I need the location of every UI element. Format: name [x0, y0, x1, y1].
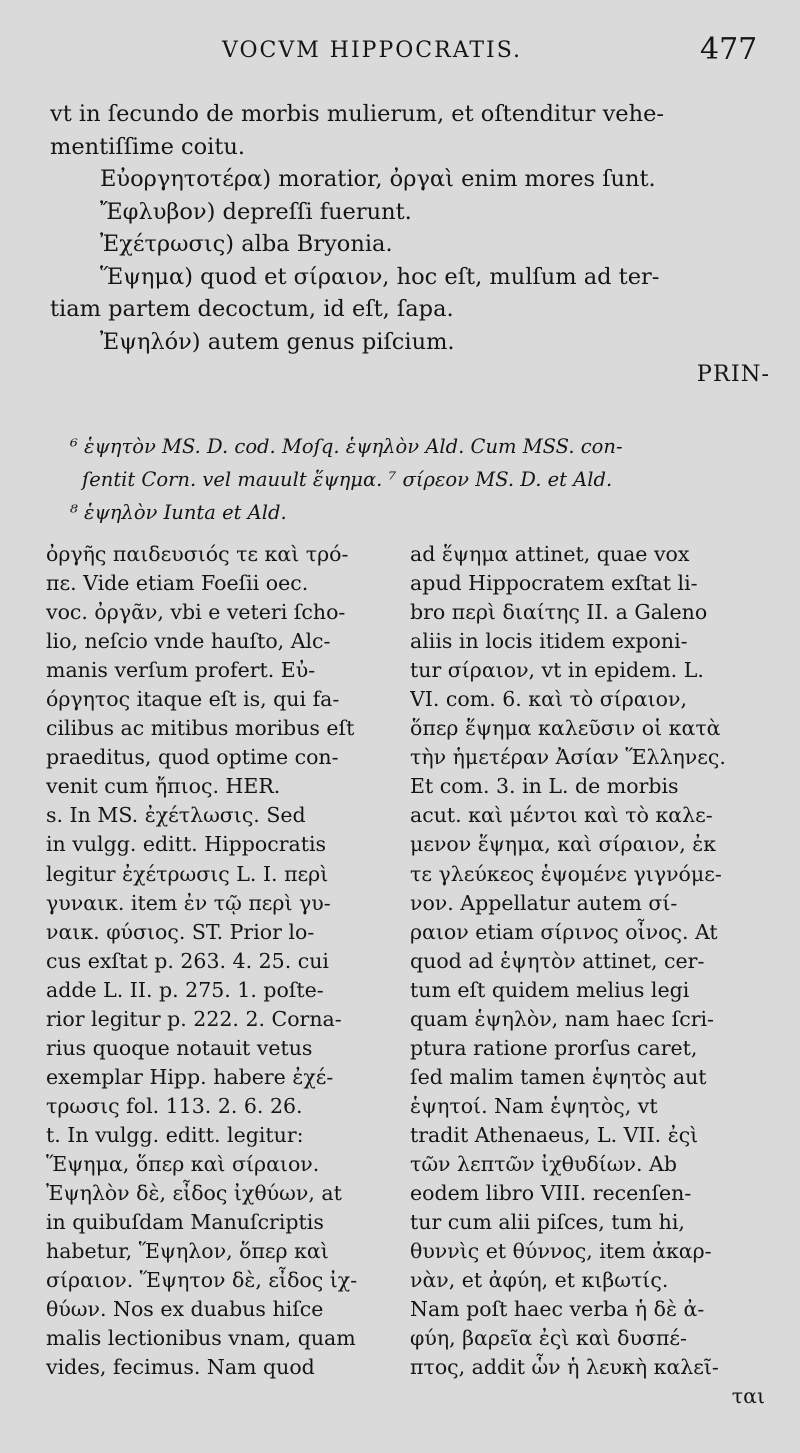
commentary-line: s. In MS. ἐχέτλωσις. Sed [46, 803, 306, 828]
commentary-left-column [46, 540, 391, 1382]
commentary-line: πε. Vide etiam Foeſii oec. [46, 571, 309, 596]
main-line: Εὐοργητοτέρα) moratior, ὀργαὶ enim mores ſunt. [100, 166, 656, 192]
commentary-line: tur cum alii piſces, tum hi, [410, 1210, 685, 1235]
commentary-line: exemplar Hipp. habere ἐχέ- [46, 1064, 334, 1089]
commentary-line: τρωσις fol. 113. 2. 6. 26. [46, 1093, 303, 1118]
commentary-line: apud Hippocratem exſtat li- [410, 571, 698, 596]
commentary-line: νον. Appellatur autem σί- [410, 890, 678, 915]
commentary-line: adde L. II. p. 275. 1. poſte- [46, 977, 324, 1002]
footnote-line: ſentit Corn. vel mauult ἕψημα. ⁷ σίρεον MS. D. et Ald. [82, 468, 613, 491]
commentary-line: cus exſtat p. 263. 4. 25. cui [46, 948, 329, 973]
commentary-line: ad ἕψημα attinet, quae vox [410, 542, 690, 566]
main-text-block [50, 98, 770, 391]
commentary-line: πτος, addit ὧν ἡ λευκὴ καλεῖ- [410, 1355, 719, 1380]
main-line: Ἐψηλόν) autem genus piſcium. [100, 328, 455, 355]
commentary-line: in vulgg. editt. Hippocratis [46, 832, 327, 857]
commentary-line: in quibuſdam Manuſcriptis [46, 1210, 324, 1235]
commentary-line: legitur ἐχέτρωσις L. I. περὶ [46, 861, 329, 886]
footnote-line: ⁸ ἑψηλὸν Iunta et Ald. [70, 501, 287, 524]
commentary-line: rius quoque notauit vetus [46, 1035, 313, 1060]
commentary-line: ὀργῆς παιδευσιός τε καὶ τρό- [46, 542, 349, 566]
commentary-line: quod ad ἑψητὸν attinet, cer- [410, 948, 705, 973]
commentary-line: tum eſt quidem melius legi [410, 977, 690, 1002]
footnote-line: ⁶ ἑψητὸν MS. D. cod. Moſq. ἑψηλὸν Ald. Cum MSS. con- [70, 435, 623, 458]
commentary-line: ſed malim tamen ἑψητὸς aut [410, 1064, 707, 1089]
commentary-line: όργητος itaque eſt is, qui fa- [46, 687, 340, 712]
commentary-line: τῶν λεπτῶν ἰχθυδίων. Ab [410, 1151, 677, 1176]
commentary-line: ναικ. φύσιος. ST. Prior lo- [46, 919, 315, 944]
commentary-line: tradit Athenaeus, L. VII. ἐςὶ [410, 1122, 699, 1147]
commentary-line: venit cum ἤπιος. HER. [46, 774, 281, 799]
commentary-line: bro περὶ διαίτης II. a Galeno [410, 600, 708, 625]
commentary-line: νὰν, et ἀφύη, et κιβωτίς. [410, 1268, 669, 1293]
main-line: mentiſſime coitu. [50, 133, 246, 160]
commentary-line: quam ἑψηλὸν, nam haec ſcri- [410, 1006, 714, 1031]
main-line: tiam partem decoctum, id eſt, ſapa. [50, 296, 454, 322]
commentary-line: μενον ἕψημα, καὶ σίραιον, ἐκ [410, 832, 717, 857]
page-header [0, 28, 800, 88]
running-title: VOCVM HIPPOCRATIS. [222, 38, 523, 63]
commentary-line: Nam poſt haec verba ἡ δὲ ἀ- [410, 1297, 705, 1322]
commentary-line: τε γλεύκεος ἑψομένε γιγνόμε- [410, 861, 722, 886]
commentary-line: tur σίραιον, vt in epidem. L. [410, 658, 704, 683]
commentary-line: θυννὶς et θύννος, item ἀκαρ- [410, 1239, 712, 1264]
commentary-line: t. In vulgg. editt. legitur: [46, 1122, 304, 1147]
commentary-line: voc. ὀργᾶν, vbi e veteri ſcho- [46, 600, 346, 625]
commentary-line: ται [731, 1384, 765, 1409]
commentary-line: Et com. 3. in L. de morbis [410, 774, 679, 799]
commentary-line: ραιον etiam σίρινος οἶνος. At [410, 919, 718, 944]
main-line: vt in ſecundo de morbis mulierum, et oſtenditur vehe- [50, 101, 665, 127]
commentary-line: Ἕψημα, ὅπερ καὶ σίραιον. [46, 1151, 320, 1176]
commentary-line: malis lectionibus vnam, quam [46, 1326, 356, 1351]
commentary-line: rior legitur p. 222. 2. Corna- [46, 1006, 342, 1031]
commentary-line: σίραιον. Ἕψητον δὲ, εἶδος ἰχ- [46, 1268, 358, 1293]
commentary-line: eodem libro VIII. recenſen- [410, 1181, 692, 1206]
commentary-line: ἑψητοί. Nam ἑψητὸς, vt [410, 1093, 658, 1118]
commentary-line: habetur, Ἕψηλον, ὅπερ καὶ [46, 1239, 329, 1264]
commentary-line: τὴν ἡμετέραν Ἀσίαν Ἕλληνες. [410, 745, 726, 770]
commentary-line: aliis in locis itidem exponi- [410, 629, 688, 654]
commentary-line: Ἐψηλὸν δὲ, εἶδος ἰχθύων, at [46, 1181, 342, 1206]
commentary-line: lio, neſcio vnde hauſto, Alc- [46, 629, 331, 654]
commentary-line: ptura ratione prorſus caret, [410, 1035, 698, 1060]
commentary-line: vides, fecimus. Nam quod [46, 1355, 315, 1380]
commentary-line: ὅπερ ἕψημα καλεῦσιν οἱ κατὰ [410, 716, 721, 741]
main-line: Ἕψημα) quod et σίραιον, hoc eſt, mulſum ad ter- [100, 263, 660, 290]
commentary-line: manis verſum profert. Εὐ- [46, 658, 316, 683]
commentary-right-column [410, 540, 765, 1411]
commentary-line: VI. com. 6. καὶ τὸ σίραιον, [410, 687, 688, 712]
commentary-line: φύη, βαρεῖα ἐςὶ καὶ δυσπέ- [410, 1326, 687, 1351]
commentary-line: θύων. Nos ex duabus hiſce [46, 1297, 324, 1322]
main-line: Ἔφλυβον) depreſſi fuerunt. [100, 198, 412, 225]
main-line: Ἐχέτρωσις) alba Bryonia. [100, 231, 393, 257]
commentary-line: acut. καὶ μέντοι καὶ τὸ καλε- [410, 803, 713, 828]
footnotes-block [70, 430, 770, 529]
commentary-line: praeditus, quod optime con- [46, 745, 339, 770]
commentary-line: cilibus ac mitibus moribus eſt [46, 716, 355, 741]
catchword: PRIN- [696, 361, 770, 387]
commentary-line: γυναικ. item ἐν τῷ περὶ γυ- [46, 890, 331, 915]
page-number: 477 [700, 32, 758, 67]
